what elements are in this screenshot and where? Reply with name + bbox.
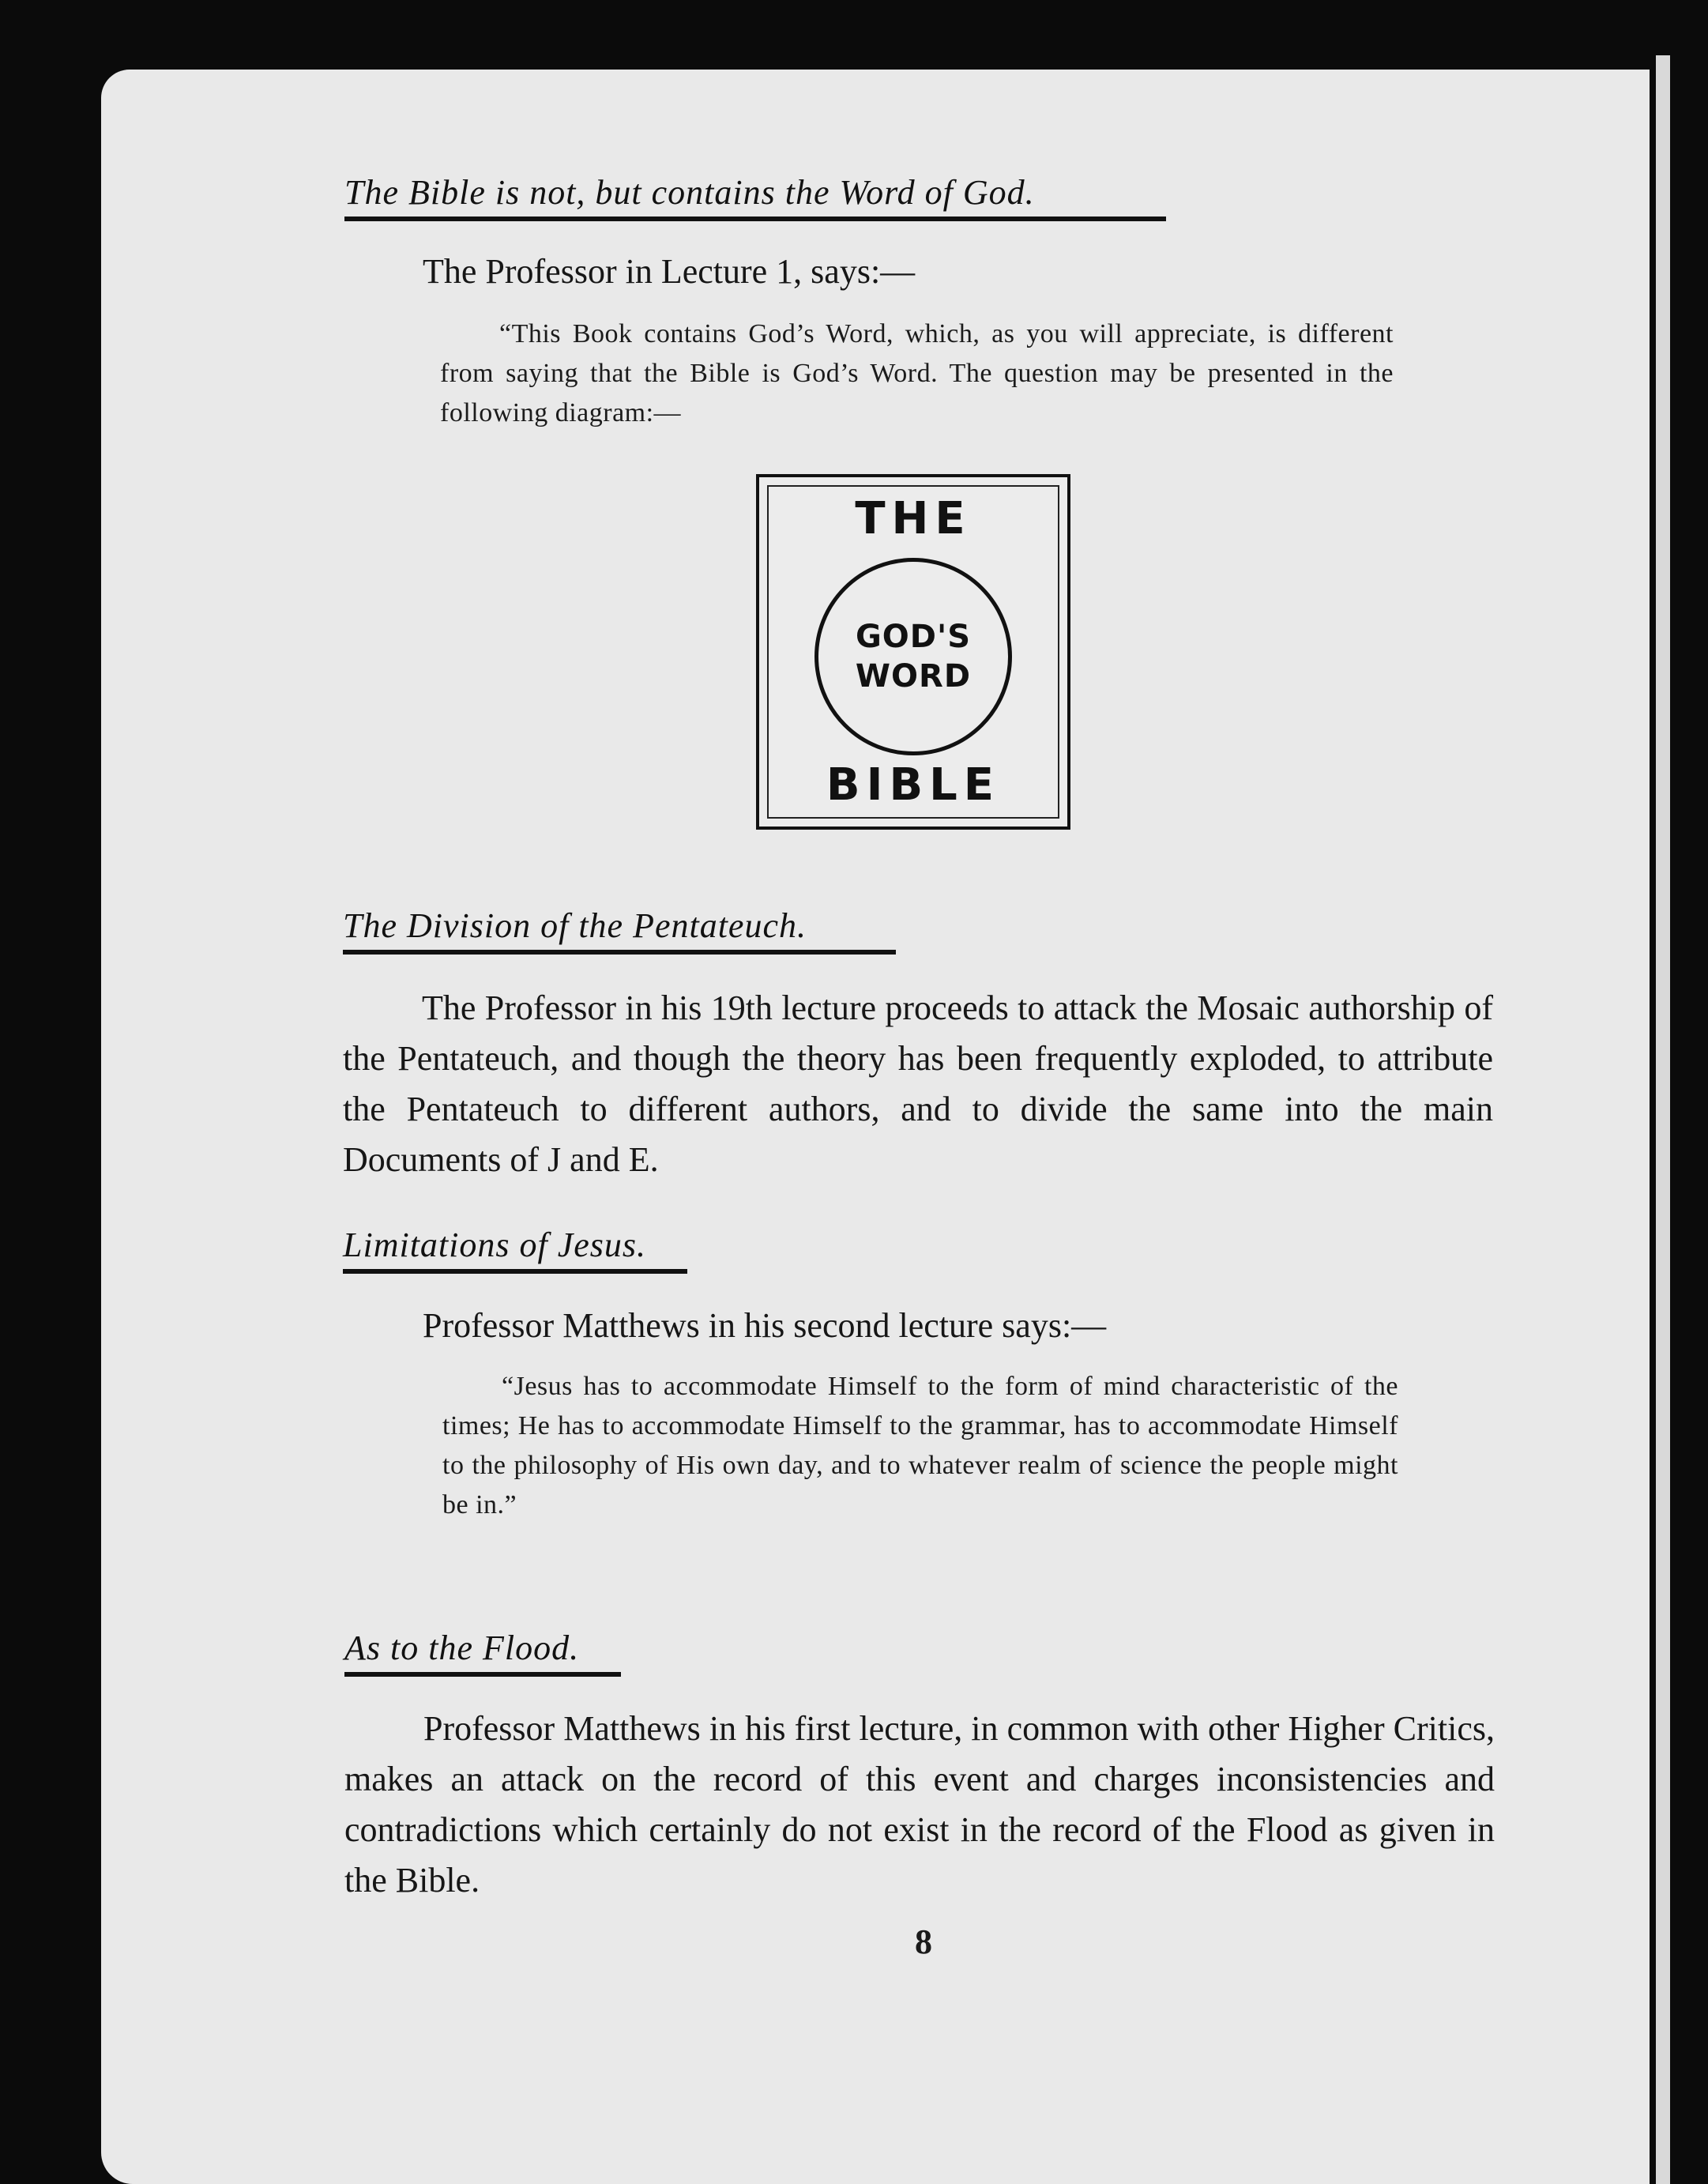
gods-word-circle [814,558,1012,755]
heading-text: As to the Flood. [344,1629,580,1667]
section-heading-flood [344,1631,579,1666]
block-quote: “This Book contains God’s Word, which, as you will appreciate, is different from saying that the Bible is God’s Word. The question may be presented in the following diagram:— [440,319,1394,427]
heading-underline [343,1269,687,1274]
diagram-bottom-label: BIBLE [826,759,1001,811]
page-number: 8 [915,1922,932,1961]
heading-text: The Bible is not, but contains the Word of God. [344,173,1035,212]
section-heading-bible-word [344,175,1035,210]
section-heading-limitations [343,1228,646,1263]
block-quote: “Jesus has to accommodate Himself to the form of mind characteristic of the times; He has to accommodate Himself to the grammar, has to accommodate Himself to the philosophy of His own day, and to whatever realm of science the people might be in.” [442,1372,1398,1519]
heading-text: The Division of the Pentateuch. [343,906,807,945]
heading-text: Limitations of Jesus. [343,1226,647,1264]
heading-underline [344,1672,621,1677]
next-page-edge [1656,55,1670,2184]
heading-underline [344,217,1166,221]
body-paragraph: The Professor in his 19th lecture proceeds to attack the Mosaic authorship of the Pentateuch, and though the theory has been frequently exploded, to attribute the Pentateuch to different authors, and to divide the same into the main Documents of J and E. [343,988,1493,1179]
diagram-top-label: THE [855,493,972,544]
body-paragraph: Professor Matthews in his first lecture, in common with other Higher Critics, makes an attack on the record of this event and charges inconsistencies and contradictions which certainly do not exist in the record of the Flood as given in the Bible. [344,1709,1495,1900]
section-intro: The Professor in Lecture 1, says:— [423,252,916,291]
circle-label-line2: WORD [855,658,972,695]
heading-underline [343,950,896,955]
bible-diagram [756,474,1070,830]
circle-label-line1: GOD'S [855,619,972,655]
section-heading-pentateuch [343,906,807,945]
section-intro: Professor Matthews in his second lecture says:— [423,1306,1107,1345]
